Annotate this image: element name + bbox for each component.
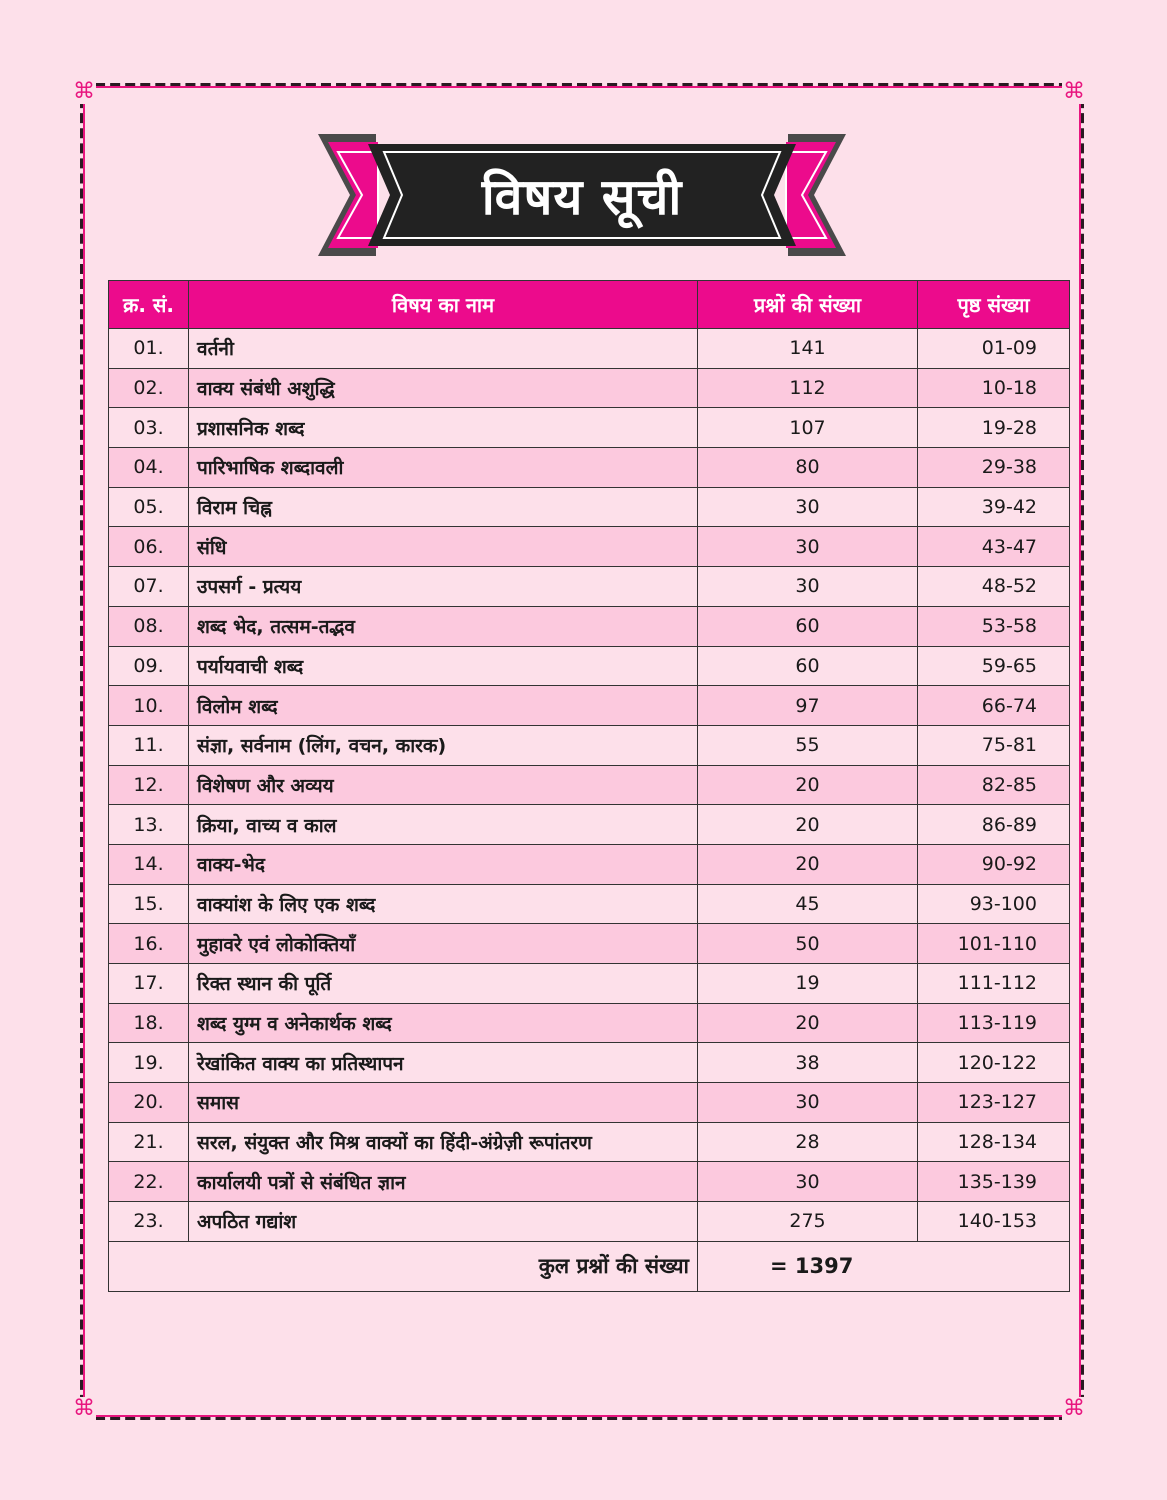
pages-cell: 82-85 [918,765,1070,805]
table-row [109,765,1070,805]
questions-cell: 80 [698,448,918,488]
table-row [109,884,1070,924]
serial-cell: 08. [109,606,189,646]
topic-cell: वर्तनी [189,329,698,369]
serial-cell: 01. [109,329,189,369]
header-questions: प्रश्नों की संख्या [698,281,918,329]
topic-cell: वाक्य संबंधी अशुद्धि [189,368,698,408]
topic-cell: कार्यालयी पत्रों से संबंधित ज्ञान [189,1162,698,1202]
serial-cell: 17. [109,964,189,1004]
questions-cell: 20 [698,805,918,845]
pages-cell: 53-58 [918,606,1070,646]
questions-cell: 20 [698,844,918,884]
pages-cell: 10-18 [918,368,1070,408]
questions-cell: 141 [698,329,918,369]
topic-cell: प्रशासनिक शब्द [189,408,698,448]
questions-cell: 30 [698,1083,918,1123]
serial-cell: 22. [109,1162,189,1202]
table-row [109,329,1070,369]
pages-cell: 140-153 [918,1202,1070,1242]
serial-cell: 16. [109,924,189,964]
header-pages: पृष्ठ संख्या [918,281,1070,329]
table-row [109,646,1070,686]
table-row [109,408,1070,448]
title-banner [316,130,848,260]
questions-cell: 50 [698,924,918,964]
questions-cell: 30 [698,1162,918,1202]
pages-cell: 113-119 [918,1003,1070,1043]
table-row [109,368,1070,408]
serial-cell: 09. [109,646,189,686]
pages-cell: 66-74 [918,686,1070,726]
pages-cell: 90-92 [918,844,1070,884]
topic-cell: क्रिया, वाच्य व काल [189,805,698,845]
topic-cell: वाक्य-भेद [189,844,698,884]
pages-cell: 59-65 [918,646,1070,686]
table-row [109,805,1070,845]
serial-cell: 02. [109,368,189,408]
questions-cell: 38 [698,1043,918,1083]
pages-cell: 128-134 [918,1122,1070,1162]
table-row [109,567,1070,607]
contents-table [108,280,1070,1292]
pages-cell: 48-52 [918,567,1070,607]
serial-cell: 14. [109,844,189,884]
questions-cell: 30 [698,567,918,607]
header-topic: विषय का नाम [189,281,698,329]
questions-cell: 60 [698,606,918,646]
topic-cell: संधि [189,527,698,567]
table-row [109,1162,1070,1202]
total-row [109,1241,1070,1291]
pages-cell: 01-09 [918,329,1070,369]
serial-cell: 19. [109,1043,189,1083]
pages-cell: 19-28 [918,408,1070,448]
table-row [109,964,1070,1004]
topic-cell: विशेषण और अव्यय [189,765,698,805]
questions-cell: 30 [698,487,918,527]
serial-cell: 05. [109,487,189,527]
pages-cell: 93-100 [918,884,1070,924]
topic-cell: रिक्त स्थान की पूर्ति [189,964,698,1004]
table-row [109,1043,1070,1083]
table-row [109,487,1070,527]
topic-cell: विराम चिह्न [189,487,698,527]
table-row [109,725,1070,765]
pages-cell: 135-139 [918,1162,1070,1202]
table-row [109,448,1070,488]
questions-cell: 20 [698,765,918,805]
topic-cell: उपसर्ग - प्रत्यय [189,567,698,607]
table-row [109,1003,1070,1043]
topic-cell: संज्ञा, सर्वनाम (लिंग, वचन, कारक) [189,725,698,765]
questions-cell: 20 [698,1003,918,1043]
topic-cell: शब्द युग्म व अनेकार्थक शब्द [189,1003,698,1043]
corner-ornament-icon: ⌘ [73,1396,95,1421]
serial-cell: 03. [109,408,189,448]
serial-cell: 21. [109,1122,189,1162]
serial-cell: 13. [109,805,189,845]
page-title: विषय सूची [481,168,683,226]
corner-ornament-icon: ⌘ [1063,79,1085,104]
table-row [109,924,1070,964]
table-row [109,527,1070,567]
pages-cell: 75-81 [918,725,1070,765]
questions-cell: 97 [698,686,918,726]
serial-cell: 04. [109,448,189,488]
serial-cell: 11. [109,725,189,765]
questions-cell: 112 [698,368,918,408]
questions-cell: 30 [698,527,918,567]
serial-cell: 18. [109,1003,189,1043]
questions-cell: 275 [698,1202,918,1242]
pages-cell: 29-38 [918,448,1070,488]
serial-cell: 10. [109,686,189,726]
questions-cell: 55 [698,725,918,765]
questions-cell: 28 [698,1122,918,1162]
topic-cell: वाक्यांश के लिए एक शब्द [189,884,698,924]
topic-cell: शब्द भेद, तत्सम-तद्भव [189,606,698,646]
topic-cell: पारिभाषिक शब्दावली [189,448,698,488]
pages-cell: 101-110 [918,924,1070,964]
pages-cell: 123-127 [918,1083,1070,1123]
topic-cell: सरल, संयुक्त और मिश्र वाक्यों का हिंदी-अंग्रेज़ी रूपांतरण [189,1122,698,1162]
topic-cell: अपठित गद्यांश [189,1202,698,1242]
corner-ornament-icon: ⌘ [73,79,95,104]
pages-cell: 39-42 [918,487,1070,527]
total-label: कुल प्रश्नों की संख्या [109,1241,698,1291]
serial-cell: 12. [109,765,189,805]
pages-cell: 111-112 [918,964,1070,1004]
table-header-row [109,281,1070,329]
serial-cell: 20. [109,1083,189,1123]
serial-cell: 23. [109,1202,189,1242]
header-serial: क्र. सं. [109,281,189,329]
pages-cell: 120-122 [918,1043,1070,1083]
topic-cell: समास [189,1083,698,1123]
corner-ornament-icon: ⌘ [1063,1396,1085,1421]
topic-cell: पर्यायवाची शब्द [189,646,698,686]
table-row [109,1202,1070,1242]
topic-cell: विलोम शब्द [189,686,698,726]
table-row [109,1083,1070,1123]
topic-cell: रेखांकित वाक्य का प्रतिस्थापन [189,1043,698,1083]
questions-cell: 45 [698,884,918,924]
table-row [109,606,1070,646]
serial-cell: 07. [109,567,189,607]
pages-cell: 86-89 [918,805,1070,845]
table-row [109,844,1070,884]
table-row [109,1122,1070,1162]
topic-cell: मुहावरे एवं लोकोक्तियाँ [189,924,698,964]
serial-cell: 15. [109,884,189,924]
pages-cell: 43-47 [918,527,1070,567]
questions-cell: 19 [698,964,918,1004]
total-value: = 1397 [698,1241,1070,1291]
questions-cell: 107 [698,408,918,448]
questions-cell: 60 [698,646,918,686]
table-row [109,686,1070,726]
serial-cell: 06. [109,527,189,567]
